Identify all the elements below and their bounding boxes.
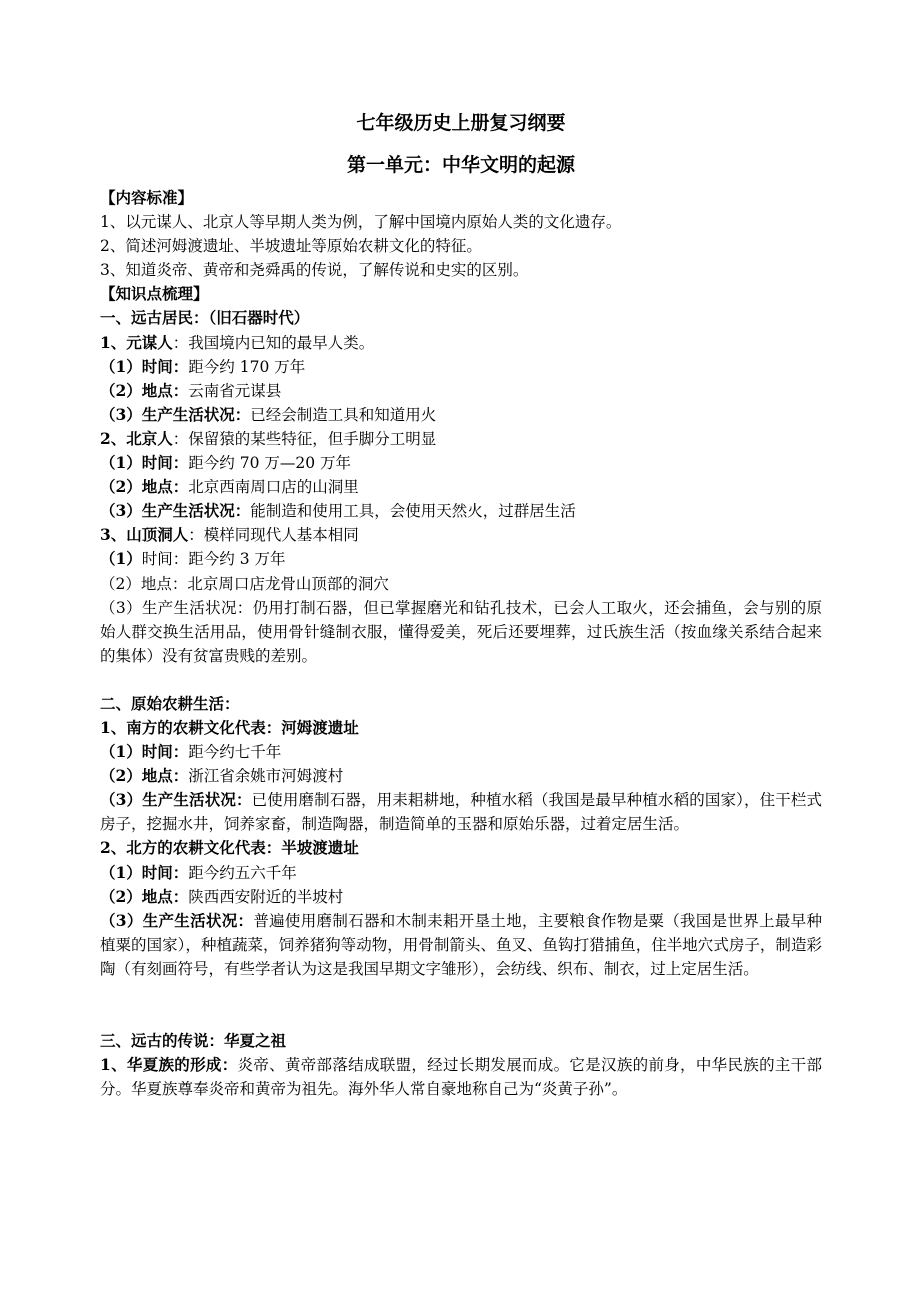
- standard-item: 1、以元谋人、北京人等早期人类为例，了解中国境内原始人类的文化遗存。: [100, 213, 622, 232]
- shanding-life: （3）生产生活状况：仍用打制石器，但已掌握磨光和钻孔技术，已会人工取火，还会捕鱼，会与别的原始人群交换生活用品，使用骨针缝制衣服，懂得爱美，死后还要埋葬，过氏族生活（按血缘关系结合起来的集体）没有贫富贵贱的差别。: [100, 598, 822, 665]
- beijing-intro: 2、北京人：保留猿的某些特征，但手脚分工明显: [100, 428, 437, 448]
- yuanmou-life: （3）生产生活状况：已经会制造工具和知道用火: [100, 404, 437, 424]
- banpo-life: （3）生产生活状况：普遍使用磨制石器和木制耒耜开垦土地，主要粮食作物是粟（我国是世界上最早种植粟的国家），种植蔬菜，饲养猪狗等动物，用骨制箭头、鱼叉、鱼钩打猎捕鱼，住半地穴式房子，制造彩陶（有刻画符号，有些学者认为这是我国早期文字雏形），会纺线、织布、制衣，过上定居生活。: [100, 910, 822, 978]
- knowledge-heading: 【知识点梳理】: [100, 284, 209, 304]
- shanding-place: （2）地点：北京周口店龙骨山顶部的洞穴: [100, 574, 389, 593]
- spacer: [100, 668, 822, 692]
- standard-item: 2、简述河姆渡遗址、半坡遗址等原始农耕文化的特征。: [100, 237, 482, 256]
- section-heading: 三、远古的传说：华夏之祖: [100, 1031, 287, 1050]
- yuanmou-intro: 1、元谋人：我国境内已知的最早人类。: [100, 332, 375, 352]
- beijing-life: （3）生产生活状况：能制造和使用工具，会使用天然火，过群居生活: [100, 501, 576, 521]
- document-title: 七年级历史上册复习纲要: [356, 112, 566, 134]
- beijing-time: （1）时间：距今约 70 万—20 万年: [100, 453, 352, 473]
- document-page: [100, 108, 822, 1101]
- shanding-intro: 3、山顶洞人：模样同现代人基本相同: [100, 525, 359, 545]
- standard-item: 3、知道炎帝、黄帝和尧舜禹的传说，了解传说和史实的区别。: [100, 261, 529, 280]
- unit-title: 第一单元：中华文明的起源: [346, 154, 575, 176]
- spacer: [100, 981, 822, 1029]
- section-heading: 一、远古居民：（旧石器时代）: [100, 308, 310, 328]
- huaxia-paragraph: 1、华夏族的形成：炎帝、黄帝部落结成联盟，经过长期发展而成。它是汉族的前身，中华民族的主干部分。华夏族尊奉炎帝和黄帝为祖先。海外华人常自豪地称自己为“炎黄子孙”。: [100, 1055, 822, 1099]
- hemudu-heading: 1、南方的农耕文化代表：河姆渡遗址: [100, 717, 359, 737]
- hemudu-life: （3）生产生活状况：已使用磨制石器，用耒耜耕地，种植水稻（我国是最早种植水稻的国家），住干栏式房子，挖掘水井，饲养家畜，制造陶器，制造简单的玉器和原始乐器，过着定居生活。: [100, 790, 822, 834]
- banpo-time: （1）时间：距今约五六千年: [100, 862, 297, 882]
- beijing-place: （2）地点：北京西南周口店的山洞里: [100, 477, 359, 497]
- banpo-place: （2）地点：陕西西安附近的半坡村: [100, 886, 344, 906]
- hemudu-time: （1）时间：距今约七千年: [100, 742, 282, 762]
- shanding-time: （1）时间：距今约 3 万年: [100, 549, 286, 569]
- content-standard-heading: 【内容标准】: [100, 188, 194, 207]
- section-heading: 二、原始农耕生活：: [100, 693, 240, 713]
- banpo-heading: 2、北方的农耕文化代表：半坡渡遗址: [100, 838, 359, 858]
- yuanmou-place: （2）地点：云南省元谋县: [100, 380, 282, 400]
- yuanmou-time: （1）时间：距今约 170 万年: [100, 356, 306, 376]
- hemudu-place: （2）地点：浙江省余姚市河姆渡村: [100, 766, 344, 786]
